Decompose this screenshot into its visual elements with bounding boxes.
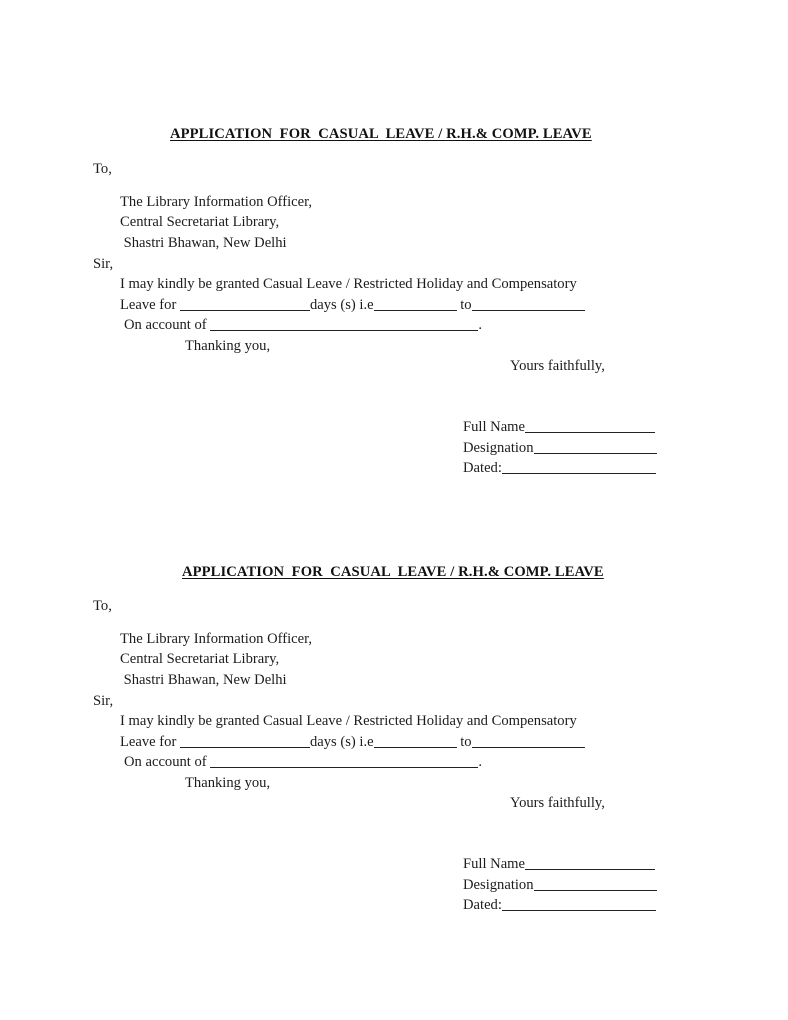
full-name-line — [463, 855, 655, 873]
addressee-line-2: Central Secretariat Library, — [120, 651, 280, 667]
salutation-to: To, — [93, 598, 112, 614]
designation-label: Designation — [463, 440, 534, 456]
to-date-field[interactable] — [472, 297, 585, 311]
dated-label: Dated: — [463, 460, 502, 476]
request-text: I may kindly be granted Casual Leave / Restricted Holiday and Compensatory — [120, 276, 577, 292]
salutation-sir: Sir, — [93, 693, 114, 709]
from-date-field[interactable] — [374, 734, 457, 748]
full-name-field[interactable] — [525, 856, 655, 870]
full-name-line — [463, 418, 655, 436]
dated-field[interactable] — [502, 897, 656, 911]
days-label: days (s) i.e — [309, 297, 374, 313]
dated-line — [463, 896, 656, 914]
designation-label: Designation — [463, 877, 534, 893]
days-field[interactable] — [180, 297, 310, 311]
days-field[interactable] — [180, 734, 310, 748]
leave-for-label: Leave for — [120, 734, 180, 750]
leave-days-line — [120, 296, 585, 314]
full-name-label: Full Name — [463, 856, 526, 872]
from-date-field[interactable] — [374, 297, 457, 311]
form-title: APPLICATION FOR CASUAL LEAVE / R.H.& COMP. LEAVE — [182, 564, 604, 580]
dated-label: Dated: — [463, 897, 502, 913]
reason-field[interactable] — [210, 754, 478, 768]
salutation-to: To, — [93, 161, 112, 177]
leave-for-label: Leave for — [120, 297, 180, 313]
on-account-period: . — [478, 317, 482, 333]
leave-application-form-1 — [0, 0, 788, 476]
addressee-line-2: Central Secretariat Library, — [120, 214, 280, 230]
full-name-label: Full Name — [463, 419, 526, 435]
closing-yours-faithfully: Yours faithfully, — [510, 358, 605, 374]
to-label: to — [456, 734, 472, 750]
salutation-sir: Sir, — [93, 256, 114, 272]
thanking-you: Thanking you, — [185, 775, 271, 791]
full-name-field[interactable] — [525, 419, 655, 433]
addressee-line-1: The Library Information Officer, — [120, 631, 313, 647]
closing-yours-faithfully: Yours faithfully, — [510, 795, 605, 811]
designation-line — [463, 876, 657, 894]
leave-days-line — [120, 733, 585, 751]
designation-field[interactable] — [534, 877, 657, 891]
form-title: APPLICATION FOR CASUAL LEAVE / R.H.& COMP. LEAVE — [170, 126, 592, 142]
request-text: I may kindly be granted Casual Leave / Restricted Holiday and Compensatory — [120, 713, 577, 729]
on-account-period: . — [478, 754, 482, 770]
on-account-label: On account of — [124, 317, 211, 333]
thanking-you: Thanking you, — [185, 338, 271, 354]
leave-application-form-2 — [0, 437, 788, 913]
on-account-line — [124, 753, 482, 771]
to-date-field[interactable] — [472, 734, 585, 748]
addressee-line-3: Shastri Bhawan, New Delhi — [120, 235, 287, 251]
addressee-line-1: The Library Information Officer, — [120, 194, 313, 210]
to-label: to — [456, 297, 472, 313]
on-account-line — [124, 316, 482, 334]
addressee-line-3: Shastri Bhawan, New Delhi — [120, 672, 287, 688]
days-label: days (s) i.e — [309, 734, 374, 750]
on-account-label: On account of — [124, 754, 211, 770]
reason-field[interactable] — [210, 317, 478, 331]
